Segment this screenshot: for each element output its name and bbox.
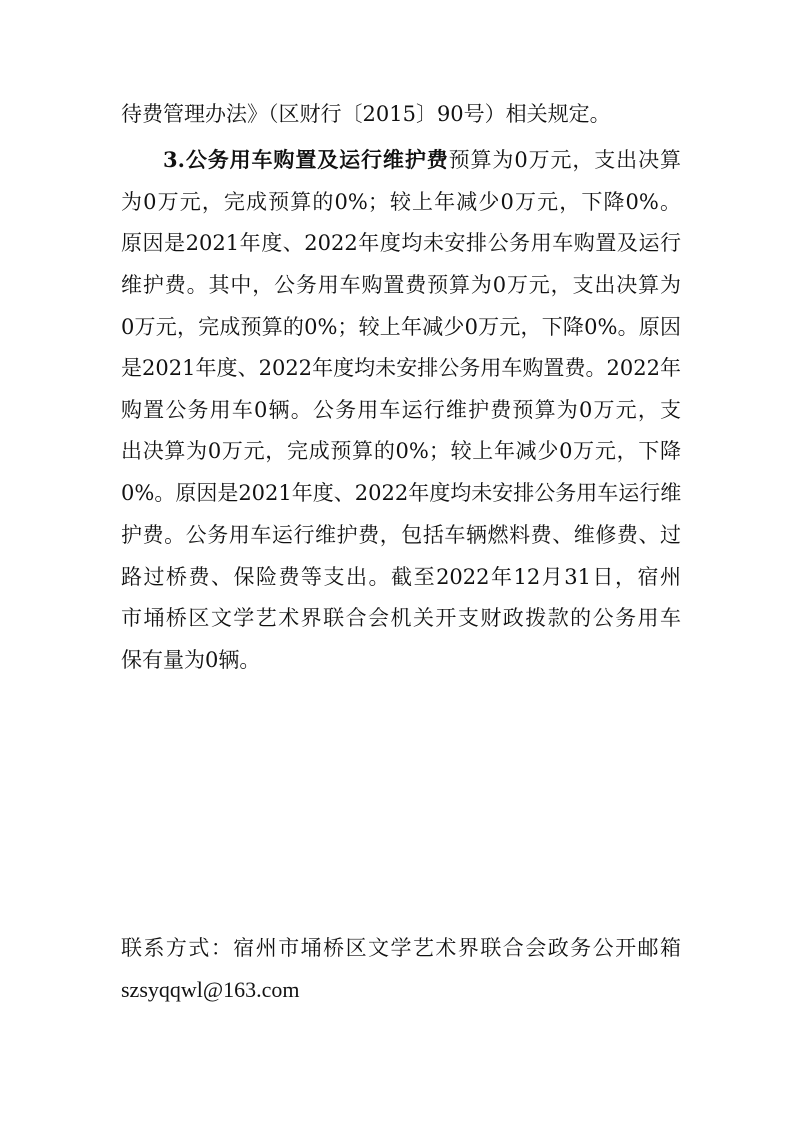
paragraph-line: 购置公务用车0辆。公务用车运行维护费预算为0万元，支 xyxy=(121,398,681,422)
paragraph-line: 原因是2021年度、2022年度均未安排公务用车购置及运行 xyxy=(121,231,681,255)
paragraph-line: 为0万元，完成预算的0%；较上年减少0万元，下降0%。 xyxy=(121,190,681,214)
paragraph-line: 护费。公务用车运行维护费，包括车辆燃料费、维修费、过 xyxy=(121,523,681,547)
contact-label: 联系方式：宿州市埇桥区文学艺术界联合会政务公开邮箱 xyxy=(121,936,681,960)
section-3-heading: 3.公务用车购置及运行维护费 xyxy=(163,147,449,172)
paragraph-line: 是2021年度、2022年度均未安排公务用车购置费。2022年 xyxy=(121,356,681,380)
section-3-text: 预算为0万元，支出决算 xyxy=(448,148,681,172)
paragraph-line: 市埇桥区文学艺术界联合会机关开支财政拨款的公务用车 xyxy=(121,606,681,630)
section-3-first-line xyxy=(163,147,681,173)
paragraph-line: 出决算为0万元，完成预算的0%；较上年减少0万元，下降 xyxy=(121,439,681,463)
paragraph-line: 0%。原因是2021年度、2022年度均未安排公务用车运行维 xyxy=(121,481,681,505)
paragraph-line: 路过桥费、保险费等支出。截至2022年12月31日，宿州 xyxy=(121,565,681,589)
paragraph-line: 0万元，完成预算的0%；较上年减少0万元，下降0%。原因 xyxy=(121,315,681,339)
paragraph-line: 保有量为0辆。 xyxy=(121,648,261,672)
paragraph-line: 维护费。其中，公务用车购置费预算为0万元，支出决算为 xyxy=(121,273,681,297)
contact-email[interactable]: szsyqqwl@163.com xyxy=(121,977,300,1002)
paragraph-line: 待费管理办法》（区财行〔2015〕90号）相关规定。 xyxy=(121,102,611,126)
